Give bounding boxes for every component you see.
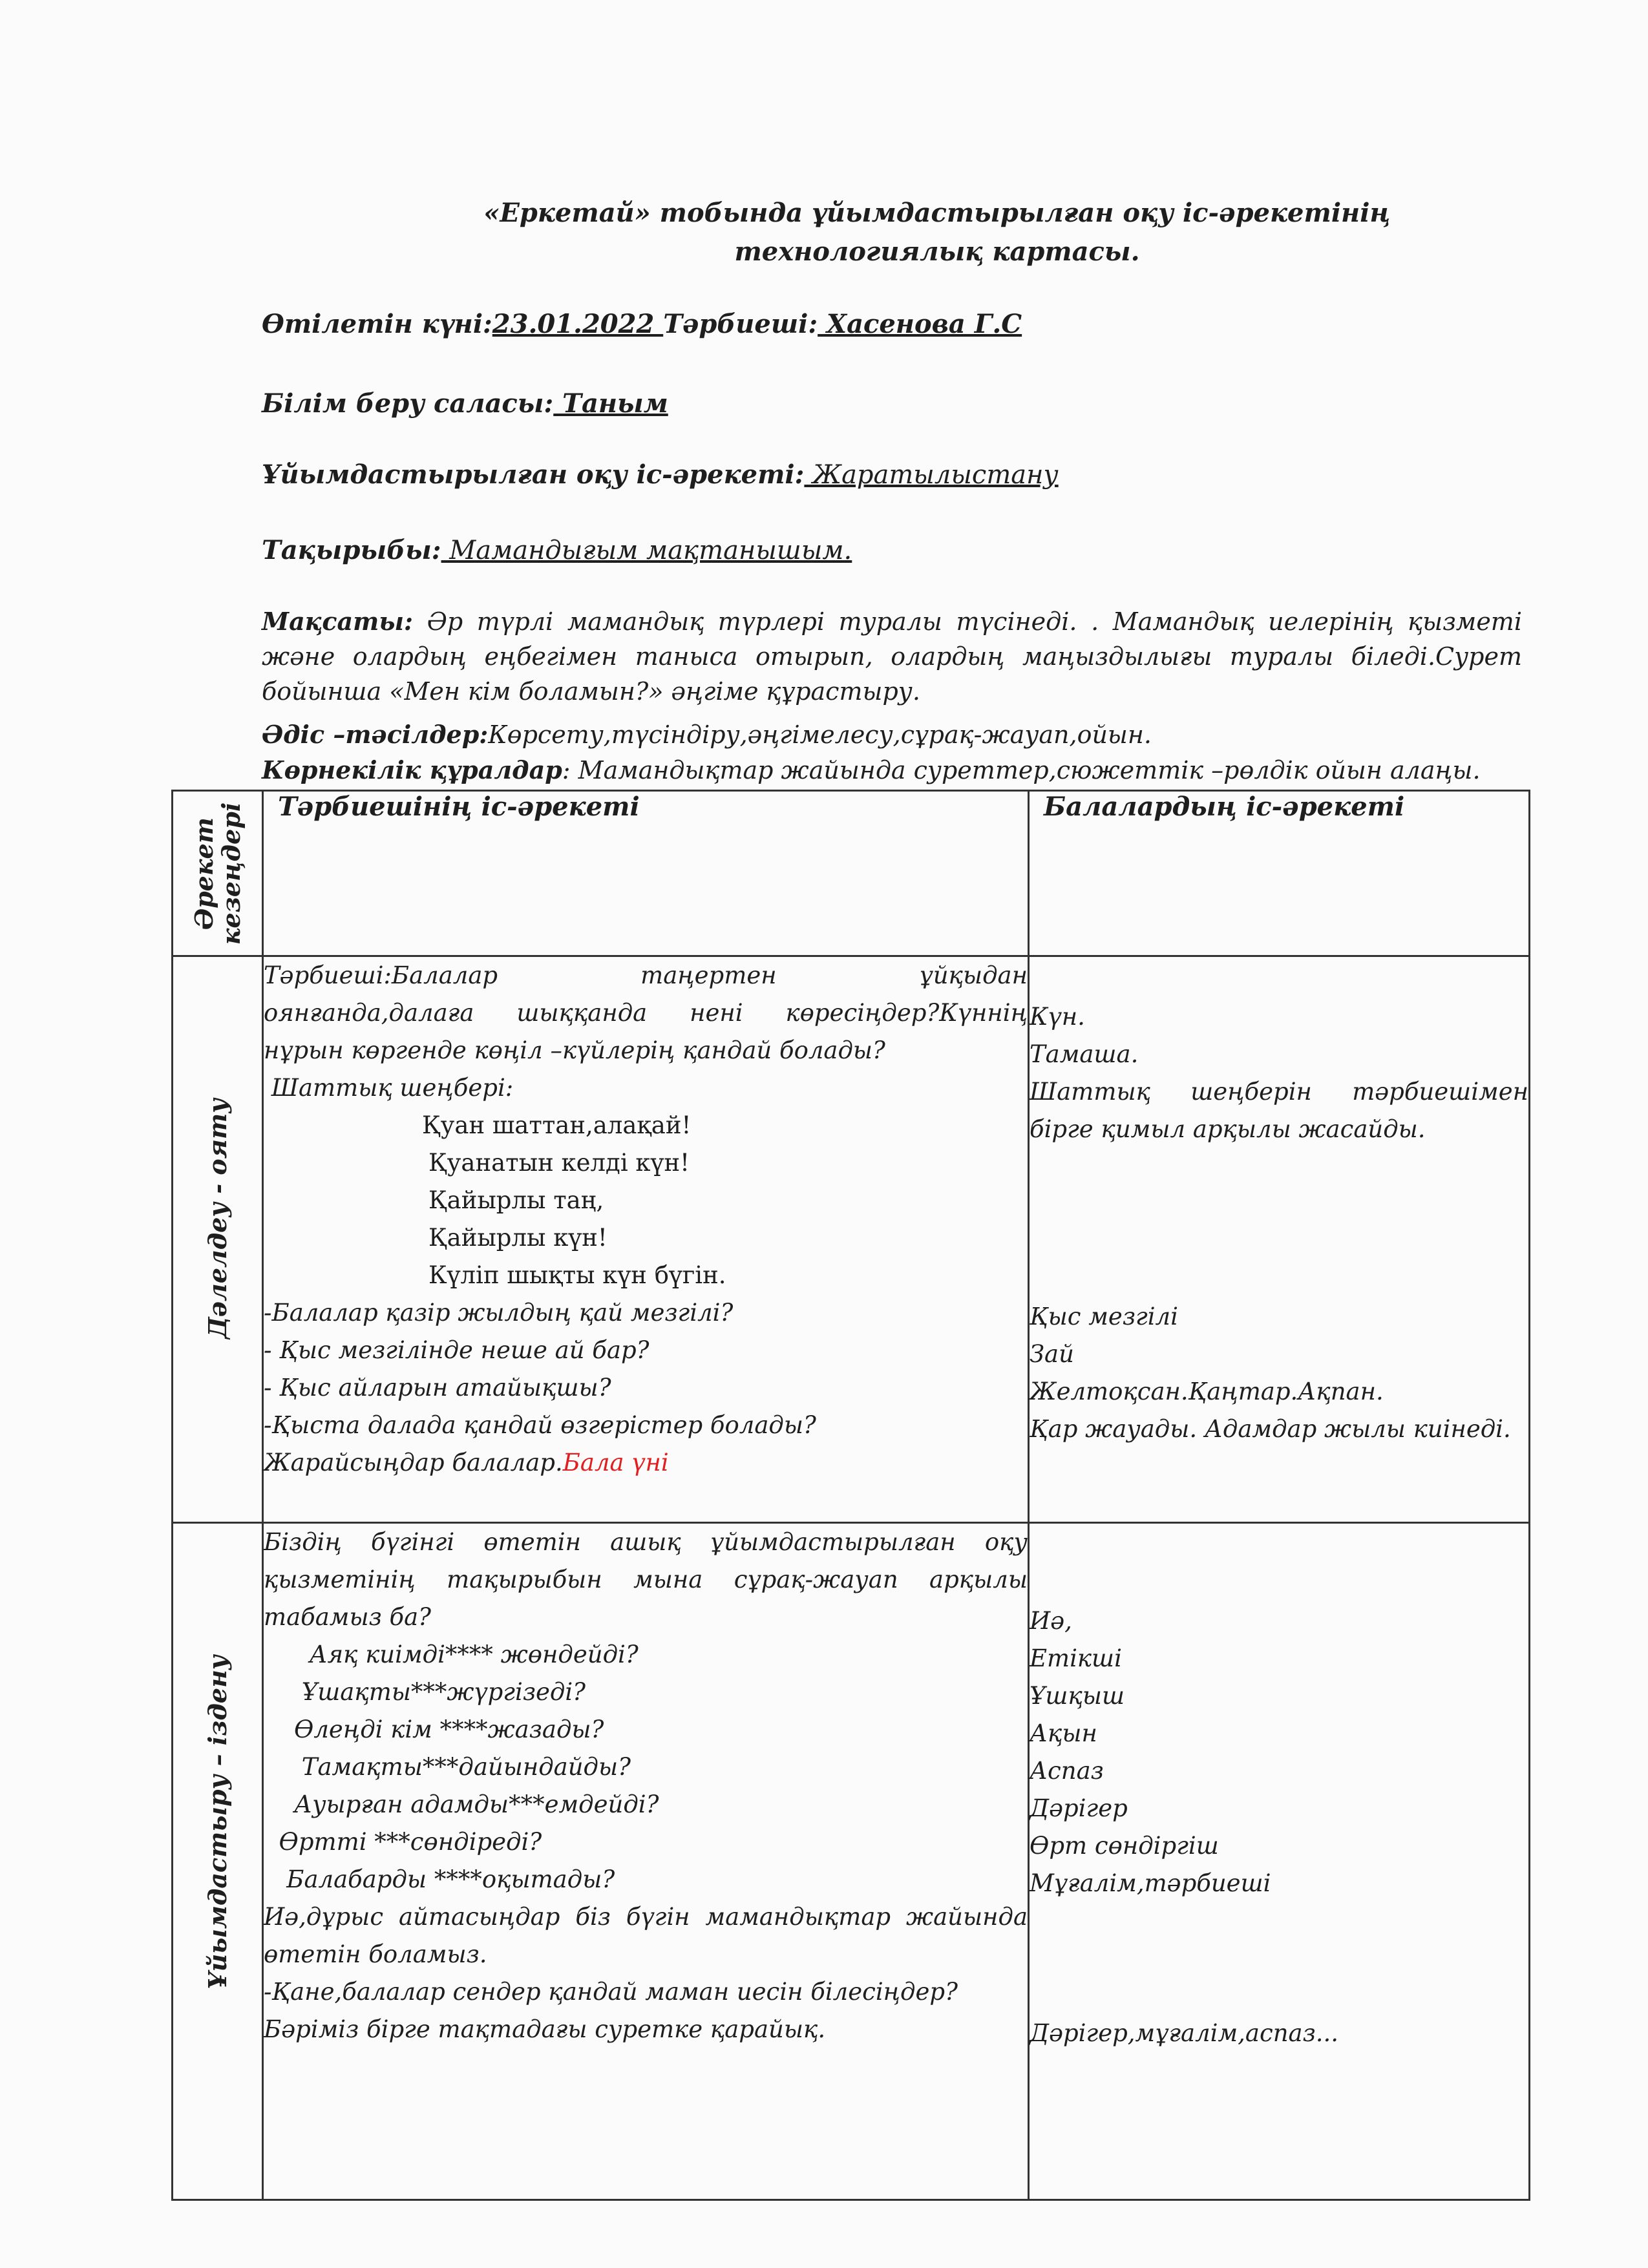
question-line: Балабарды ****оқытады?	[264, 1865, 615, 1893]
kids-answer: Қар жауады. Адамдар жылы киінеді.	[1030, 1415, 1511, 1443]
poem-line: Қайырлы күн!	[428, 1224, 607, 1252]
methods-label: Әдіс –тәсілдер:	[262, 720, 489, 749]
activity-line	[262, 457, 1059, 492]
teacher-text-line: Шаттық шеңбері:	[264, 1074, 514, 1102]
kids-cell	[1029, 1523, 1530, 2200]
field-value: Таным	[553, 388, 668, 419]
teacher-text-line: Тәрбиеші:Балалар таңертен ұйқыдан	[264, 961, 1028, 989]
kids-answer: Күн.	[1030, 1003, 1085, 1031]
activity-label: Ұйымдастырылған оқу іс-әрекеті:	[262, 459, 805, 490]
kids-answer: Иә,	[1030, 1607, 1072, 1635]
kids-answer: Дәрігер,мұғалім,аспаз...	[1030, 2019, 1339, 2047]
field-label: Білім беру саласы:	[262, 388, 554, 419]
teacher-text: Бәріміз бірге тақтадағы суретке қарайық.	[264, 2015, 826, 2043]
field-line	[262, 386, 668, 421]
page-title: «Еркетай» тобында ұйымдастырылған оқу іс-әрекетінің технологиялық картасы.	[483, 198, 1391, 267]
question-line: Тамақты***дайындайды?	[264, 1753, 631, 1781]
visuals-text: : Мамандықтар жайында суреттер,сюжеттік –рөлдік ойын алаңы.	[562, 756, 1481, 784]
goal-paragraph	[262, 604, 1522, 709]
poem-line: Күліп шықты күн бүгін.	[428, 1261, 726, 1289]
activity-table	[171, 790, 1530, 2201]
kids-header-cell: Балалардың іс-әрекеті	[1029, 791, 1530, 956]
teacher-cell	[263, 956, 1029, 1523]
goal-label: Мақсаты:	[262, 607, 414, 636]
question-line: Өртті ***сөндіреді?	[264, 1828, 542, 1856]
question-line: -Қыста далада қандай өзгерістер болады?	[264, 1411, 816, 1439]
question-line: Аяқ киімді**** жөндейді?	[264, 1641, 639, 1668]
question-line: Ауырған адамды***емдейді?	[264, 1790, 659, 1818]
date-value: 23.01.2022	[492, 309, 664, 339]
kids-answer: Қыс мезгілі	[1030, 1303, 1178, 1330]
methods-text: Көрсету,түсіндіру,әңгімелесу,сұрақ-жауап,ойын.	[488, 720, 1152, 749]
activity-value: Жаратылыстану	[804, 460, 1059, 490]
stage-header-text: Әрекет кезеңдері	[189, 802, 246, 945]
visuals-line	[262, 753, 1522, 788]
goal-text: Әр түрлі мамандық түрлері туралы түсінеді. . Мамандық иелерінің қызметі және олардың еңбегімен таныса отырып, олардың маңыздылығы туралы біледі.Сурет бойынша «Мен кім боламын?» әңгіме құрастыру.	[262, 607, 1522, 706]
kids-answer: Шаттық шеңберін тәрбиешімен бірге қимыл арқылы жасайды.	[1030, 1078, 1528, 1143]
teacher-cell	[263, 1523, 1029, 2200]
kids-answer: Зай	[1030, 1340, 1074, 1368]
teacher-text-line: оянғанда,далаға шыққанда нені көресіңдер?Күннің	[264, 999, 1028, 1027]
kids-cell	[1029, 956, 1530, 1523]
question-line: - Қыс айларын атайықшы?	[264, 1374, 611, 1402]
question-line: -Балалар қазір жылдың қай мезгілі?	[264, 1299, 734, 1327]
kids-answer: Етікші	[1030, 1644, 1122, 1672]
kids-answer: Ақын	[1030, 1719, 1097, 1747]
kids-answer: Аспаз	[1030, 1757, 1104, 1785]
kids-answer: Желтоқсан.Қаңтар.Ақпан.	[1030, 1378, 1384, 1405]
teacher-text: Иә,дұрыс айтасыңдар біз бүгін мамандықтар жайында өтетін боламыз.	[264, 1903, 1028, 1968]
stage-cell	[173, 956, 263, 1523]
table-row	[173, 956, 1530, 1523]
question-line: - Қыс мезгілінде неше ай бар?	[264, 1336, 650, 1364]
stage-header-cell	[173, 791, 263, 956]
visuals-label: Көрнекілік құралдар	[262, 755, 562, 784]
teacher-text-line: нұрын көргенде көңіл –күйлерің қандай болады?	[264, 1036, 885, 1064]
topic-line	[262, 533, 852, 568]
table-header-row	[173, 791, 1530, 956]
stage-1-label: Дәлелдеу - ояту	[202, 1098, 232, 1339]
praise-text: Жарайсыңдар балалар.	[264, 1449, 563, 1476]
poem-line: Қайырлы таң,	[428, 1186, 604, 1214]
poem-line: Қуан шаттан,алақай!	[422, 1111, 692, 1139]
teacher-text: -Қане,балалар сендер қандай маман иесін білесіңдер?	[264, 1978, 958, 2006]
kids-answer: Өрт сөндіргіш	[1030, 1832, 1219, 1860]
date-teacher-line	[262, 307, 1022, 342]
kids-answer: Мұғалім,тәрбиеші	[1030, 1869, 1271, 1897]
stage-cell	[173, 1523, 263, 2200]
methods-line	[262, 717, 1522, 752]
kids-answer: Дәрігер	[1030, 1794, 1128, 1822]
child-voice-note: Бала үні	[562, 1449, 669, 1476]
teacher-value: Хасенова Г.С	[818, 309, 1022, 339]
topic-value: Мамандығым мақтанышым.	[441, 536, 852, 565]
teacher-text: Біздің бүгінгі өтетін ашық ұйымдастырылған оқу қызметінің тақырыбын мына сұрақ-жауап арқылы табамыз ба?	[264, 1528, 1028, 1631]
stage-2-label: Ұйымдастыру – іздену	[202, 1654, 232, 1990]
kids-answer: Тамаша.	[1030, 1040, 1139, 1068]
teacher-label: Тәрбиеші:	[663, 309, 818, 339]
question-line: Ұшақты***жүргізеді?	[264, 1678, 586, 1706]
question-line	[264, 1444, 1028, 1482]
kids-answer: Ұшқыш	[1030, 1682, 1125, 1710]
date-label: Өтілетін күні:	[262, 309, 492, 339]
topic-label: Тақырыбы:	[262, 535, 441, 565]
poem-line: Қуанатын келді күн!	[428, 1149, 690, 1177]
teacher-header-cell: Тәрбиешінің іс-әрекеті	[263, 791, 1029, 956]
question-line: Өлеңді кім ****жазады?	[264, 1716, 604, 1743]
table-row	[173, 1523, 1530, 2200]
